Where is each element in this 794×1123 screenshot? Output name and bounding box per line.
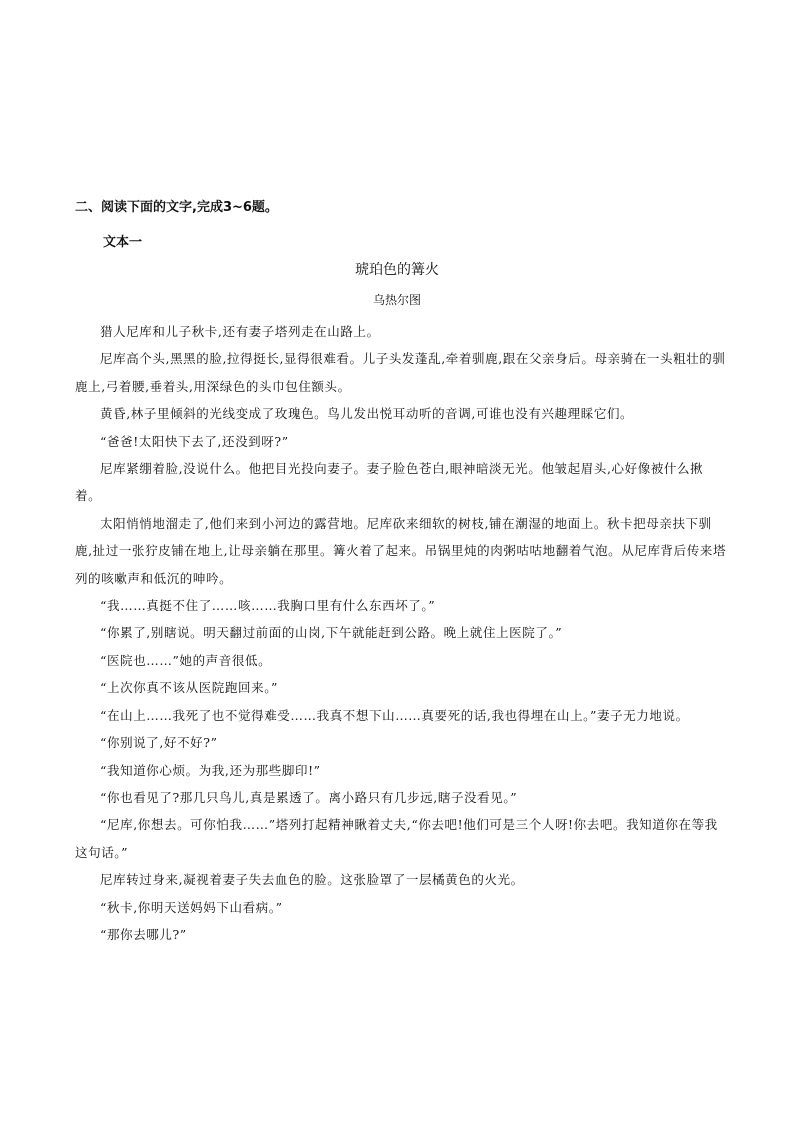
text-label: 文本一 bbox=[103, 235, 143, 250]
paragraph: “你累了,别瞎说。明天翻过前面的山岗,下午就能赶到公路。晚上就住上医院了。” bbox=[100, 625, 563, 641]
paragraph: “你别说了,好不好?” bbox=[100, 735, 218, 751]
paragraph: 尼库转过身来,凝视着妻子失去血色的脸。这张脸罩了一层橘黄色的火光。 bbox=[100, 872, 524, 888]
section-heading: 二、阅读下面的文字,完成3~6题。 bbox=[75, 200, 278, 215]
paragraph: 尼库紧绷着脸,没说什么。他把目光投向妻子。妻子脸色苍白,眼神暗淡无光。他皱起眉头,心好像被什么揪着。 bbox=[75, 461, 704, 504]
paragraph: “爸爸!太阳快下去了,还没到呀?” bbox=[100, 433, 289, 449]
paragraph: 猎人尼库和儿子秋卡,还有妻子塔列走在山路上。 bbox=[100, 324, 380, 339]
paragraph: “上次你真不该从医院跑回来。” bbox=[100, 680, 279, 696]
paragraph: “那你去哪儿?” bbox=[100, 926, 187, 942]
paragraph: 黄昏,林子里倾斜的光线变成了玫瑰色。鸟儿发出悦耳动听的音调,可谁也没有兴趣理睬它们。 bbox=[100, 406, 634, 422]
paragraph: 太阳悄悄地溜走了,他们来到小河边的露营地。尼库砍来细软的树枝,铺在潮湿的地面上。秋卡把母亲扶下驯鹿,扯过一张狞皮铺在地上,让母亲躺在那里。篝火着了起来。吊锅里炖的肉粥咕咕地翻着气泡。从尼库背后传来塔列的咳嗽声和低沉的呻吟。 bbox=[75, 515, 727, 586]
paragraph: “你也看见了?那几只鸟儿,真是累透了。离小路只有几步远,瞎子没看见。” bbox=[100, 789, 518, 805]
paragraph: “秋卡,你明天送妈妈下山看病。” bbox=[100, 899, 283, 915]
paragraph: “我知道你心烦。为我,还为那些脚印!” bbox=[100, 762, 321, 778]
paragraph: “医院也……”她的声音很低。 bbox=[100, 652, 272, 668]
article-author: 乌热尔图 bbox=[372, 293, 421, 307]
paragraph: “尼库,你想去。可你怕我……”塔列打起精神瞅着丈夫,“你去吧!他们可是三个人呀!你去吧。我知道你在等我这句话。” bbox=[75, 817, 718, 860]
article-body bbox=[75, 318, 727, 948]
paragraph: “在山上……我死了也不觉得难受……我真不想下山……真要死的话,我也得埋在山上。”妻子无力地说。 bbox=[100, 707, 689, 723]
paragraph: “我……真挺不住了……咳……我胸口里有什么东西坏了。” bbox=[100, 598, 436, 614]
paragraph: 尼库高个头,黑黑的脸,拉得挺长,显得很难看。儿子头发蓬乱,牵着驯鹿,跟在父亲身后。母亲骑在一头粗壮的驯鹿上,弓着腰,垂着头,用深绿色的头巾包住额头。 bbox=[75, 351, 726, 394]
article-title: 琥珀色的篝火 bbox=[355, 262, 439, 278]
